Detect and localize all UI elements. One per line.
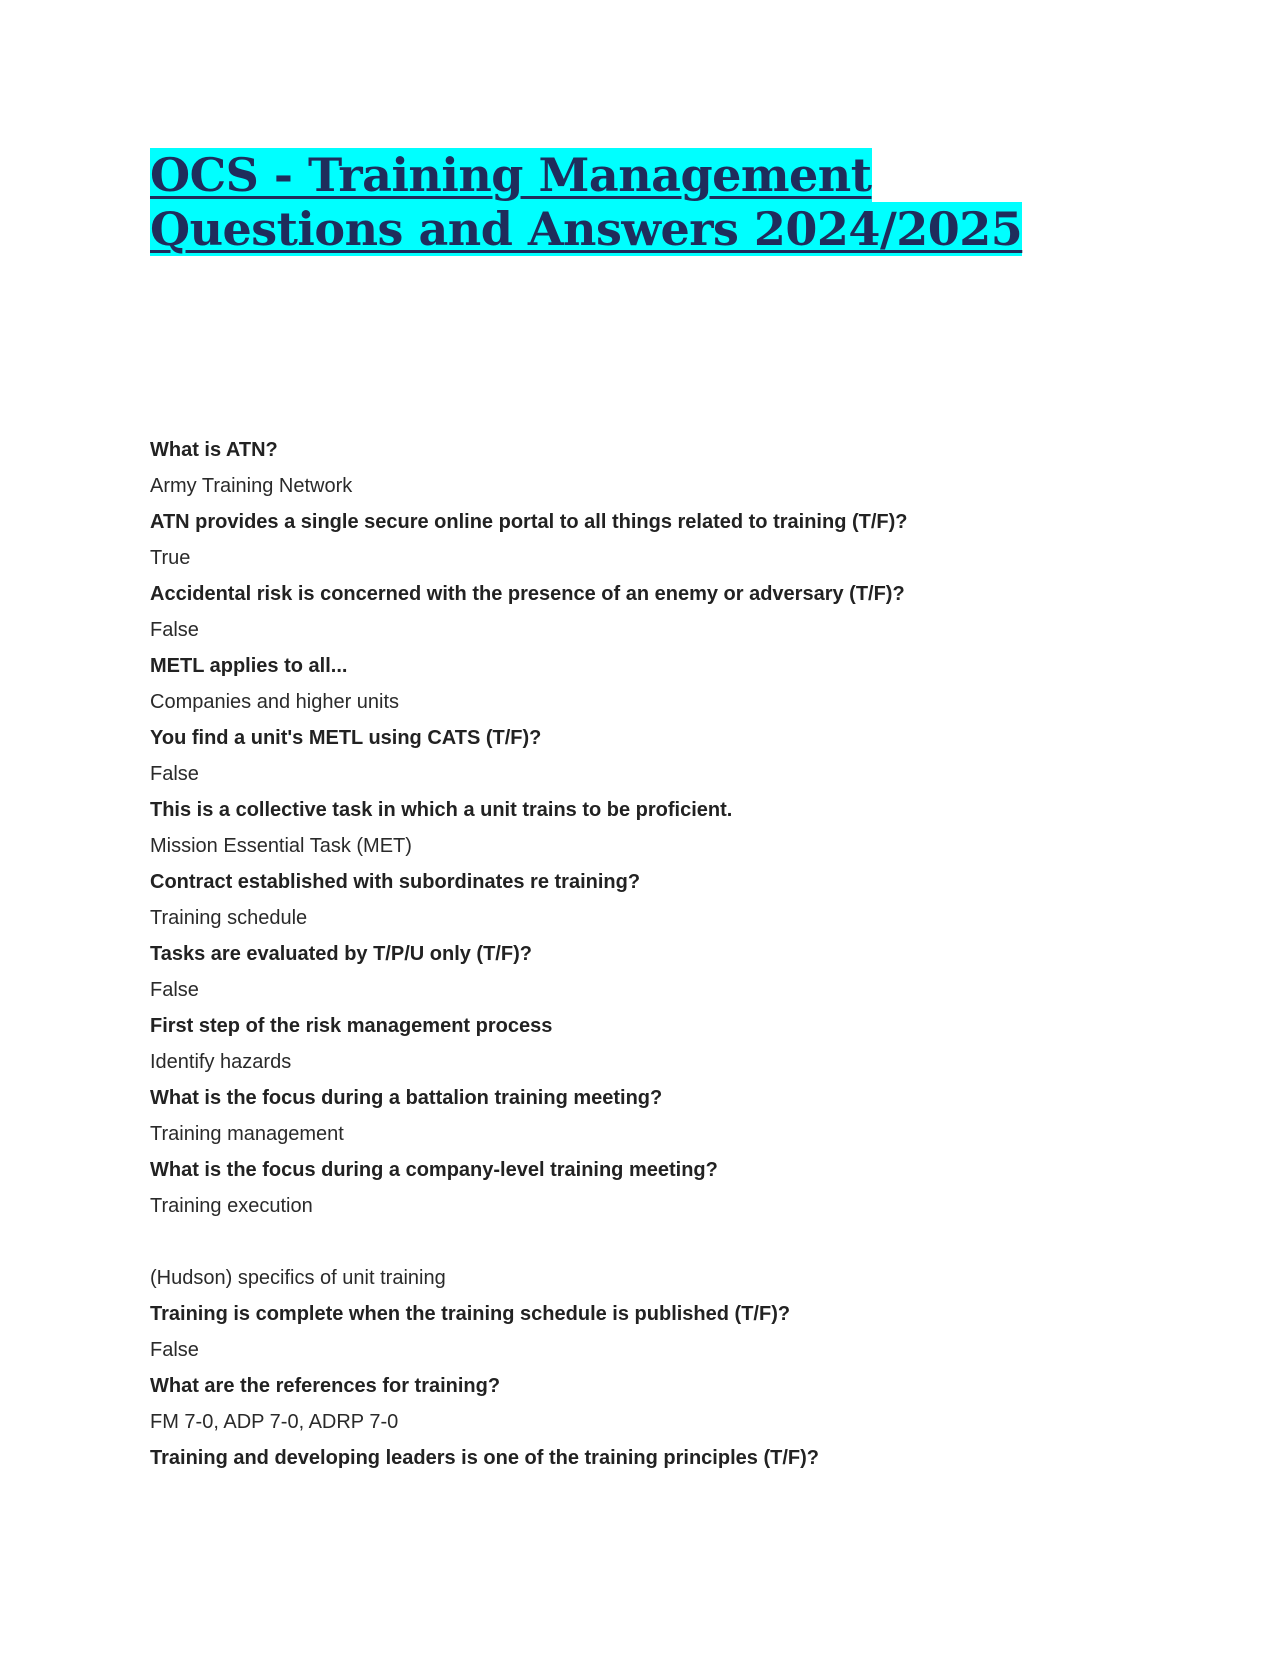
question: Tasks are evaluated by T/P/U only (T/F)?: [150, 943, 532, 965]
answer: Training execution: [150, 1195, 313, 1217]
question: This is a collective task in which a unit trains to be proficient.: [150, 799, 733, 821]
answer: False: [150, 979, 199, 1001]
document-title-text: OCS - Training Management Questions and Answers 2024/2025: [150, 148, 1023, 256]
answer: Companies and higher units: [150, 691, 400, 713]
question: What is the focus during a battalion training meeting?: [150, 1087, 663, 1109]
note: (Hudson) specifics of unit training: [150, 1267, 446, 1289]
question: What are the references for training?: [150, 1375, 501, 1397]
question: Accidental risk is concerned with the presence of an enemy or adversary (T/F)?: [150, 583, 905, 605]
question: METL applies to all...: [150, 655, 348, 677]
answer: FM 7-0, ADP 7-0, ADRP 7-0: [150, 1411, 399, 1433]
answer: True: [150, 547, 191, 569]
question: ATN provides a single secure online portal to all things related to training (T/F)?: [150, 511, 908, 533]
question: What is ATN?: [150, 439, 278, 461]
answer: Identify hazards: [150, 1051, 292, 1073]
spacer: [150, 1224, 1150, 1260]
answer: Training schedule: [150, 907, 308, 929]
qa-list: [150, 432, 1150, 1476]
answer: False: [150, 763, 199, 785]
answer: Army Training Network: [150, 475, 353, 497]
question: Contract established with subordinates re training?: [150, 871, 641, 893]
answer: Mission Essential Task (MET): [150, 835, 412, 857]
question: Training is complete when the training schedule is published (T/F)?: [150, 1303, 791, 1325]
document-title: [150, 148, 1070, 256]
answer: False: [150, 619, 199, 641]
answer: False: [150, 1339, 199, 1361]
question: What is the focus during a company-level training meeting?: [150, 1159, 718, 1181]
answer: Training management: [150, 1123, 344, 1145]
question: Training and developing leaders is one of the training principles (T/F)?: [150, 1447, 819, 1469]
question: You find a unit's METL using CATS (T/F)?: [150, 727, 542, 749]
question: First step of the risk management process: [150, 1015, 553, 1037]
